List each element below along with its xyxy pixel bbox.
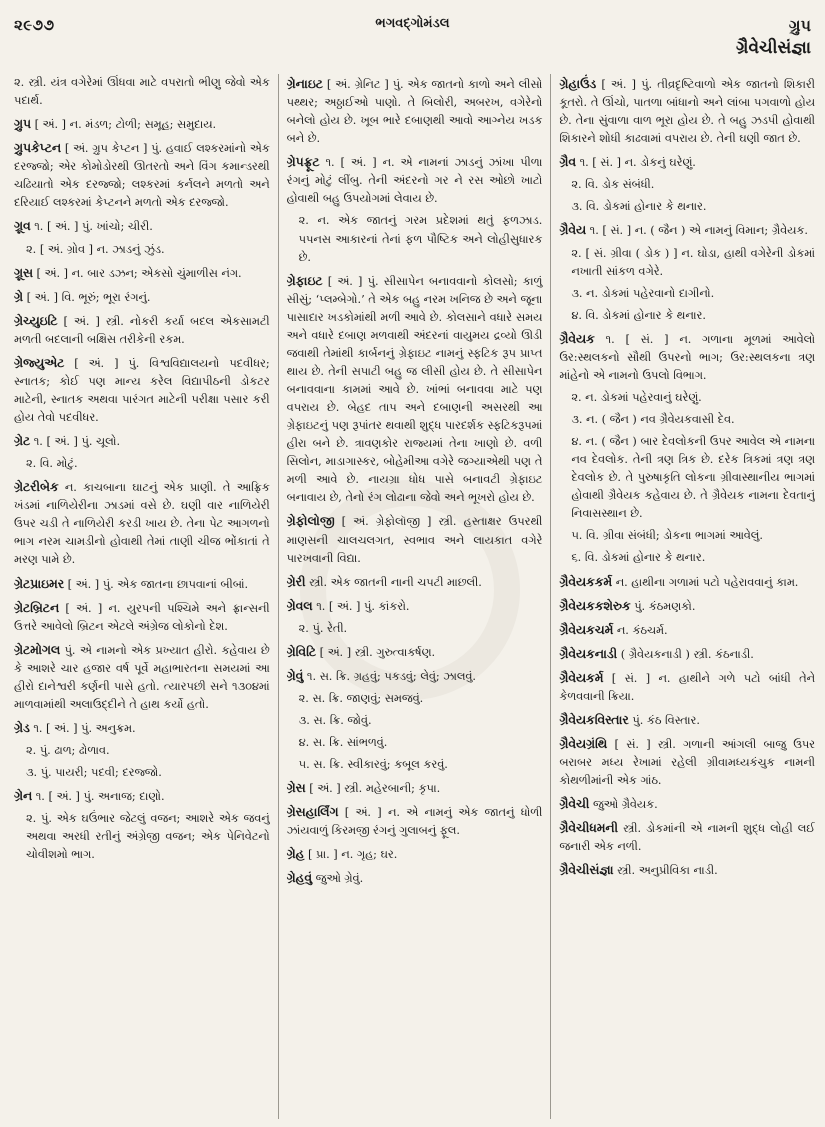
definition-text: ૨. [ અં. ગ્રોવ ] ન. ઝાડનું ઝુંડ.	[26, 242, 165, 256]
dictionary-entry	[14, 241, 270, 259]
dictionary-entry	[287, 642, 543, 662]
definition-text: [ અં. ] ન. એ નામનું એક જાતનું ધોળી ઝાંયવાળું કિરમજી રંગનું ગુલાબનું ફૂલ.	[286, 806, 543, 838]
definition-text: [ અં. ગ્રેનિટ ] પું. એક જાતનો કાળો અને લીસો પથ્થર; અઠ્ઠાઈઓ પાણો. તે બિલોરી, અબરખ, વગેરેનો બનેલો હોય છે. ખૂબ ભારે દબાણથી આવો આગ્નેય ખડક બને છે.	[286, 78, 543, 146]
definition-text: સ્ત્રી. એક જાતની નાની ચપટી માછલી.	[309, 575, 482, 589]
definition-text: ૨. વિ. ડોક સંબંધી.	[571, 178, 655, 192]
definition-text: ૧. [ અં. ] પું. અનુક્રમ.	[33, 721, 136, 735]
dictionary-entry	[559, 644, 815, 664]
dictionary-entry	[14, 311, 270, 349]
definition-text: [ અં. ] સ્ત્રી. ગુરુત્વાકર્ષણ.	[319, 645, 436, 659]
dictionary-columns	[14, 74, 815, 1119]
headword: ગ્રેવું	[286, 667, 304, 683]
definition-text: ૩. ન. ( જૈન ) નવ ગ્રૈવેયકવાસી દેવ.	[571, 413, 735, 426]
definition-text: ન. હાથીના ગળામાં પટો પહેરાવવાનું કામ.	[615, 575, 799, 589]
dictionary-entry	[14, 455, 270, 473]
definition-text: ૨. પું. રેતી.	[298, 621, 348, 635]
definition-text: પું. કંઠ વિસ્તાર.	[632, 713, 700, 727]
definition-text: [ સં. ] ન. હાથીને ગળે પટો બાંધી તેને કેળવવાની ક્રિયા.	[559, 671, 816, 703]
dictionary-entry	[14, 114, 270, 134]
dictionary-entry	[287, 756, 543, 774]
definition-text: જુઓ ગ્રૈવેયક.	[592, 798, 658, 812]
dictionary-entry	[287, 802, 543, 840]
definition-text: ૧. [ સં. ] ન. ગળાના મૂળમાં આવેલો ઉર:સ્થલકનો સૌથી ઉપરનો ભાગ; ઉર:સ્થલકના ત્રણ માંહેનો એ નામનો ઉપલો વિભાગ.	[559, 332, 816, 382]
headword: ગ્રુપકેપ્ટન	[14, 140, 62, 156]
dictionary-entry	[559, 620, 815, 640]
definition-text: પું. એ નામનો એક પ્રખ્યાત હીરો. કહેવાય છે કે આશરે ચાર હજાર વર્ષ પૂર્વે મહાભારતના સમયમાં આ હીરો દાનેશ્વરી કર્ણની પાસે હતો. ત્યારપછી સને ૧૩૦૪માં માળવામાંથી અલાઉદ્દીને તે હાથ કર્યો હતો.	[14, 643, 270, 711]
headword: ગ્રેવિટિ	[286, 643, 317, 659]
dictionary-entry	[559, 198, 815, 216]
dictionary-entry	[287, 712, 543, 730]
dictionary-entry	[14, 810, 270, 864]
dictionary-entry	[559, 411, 815, 429]
definition-text: [ અં. ] પું. વિશ્વવિદ્યાલયનો પદવીધર; સ્નાતક; કોઈ પણ માન્ય કરેલ વિદ્યાપીઠની ડોકટર માટેની, સ્નાતક અથવા પારંગત માટેની પરીક્ષા પસાર કરી હોય તેવો પદવીધર.	[14, 356, 270, 424]
definition-text: [ અં. ] વિ. ભૂરું; ભૂરા રંગનું.	[26, 290, 151, 304]
dictionary-entry	[287, 868, 543, 888]
headword: ગ્રૈવેયકકશેરુક	[559, 597, 631, 613]
dictionary-entry	[559, 860, 815, 880]
definition-text: ૧. [ અં. ] પું. કાંકરો.	[316, 599, 410, 613]
headword: ગ્રેટમોગલ	[14, 641, 61, 657]
definition-text: ૨. પું. એક ઘઉંભાર જેટલું વજન; આશરે એક જવનું અથવા અરધી રતીનું અંગ્રેજી વજન; એક પેનિવેટનો ચોવીશમો ભાગ.	[26, 812, 270, 862]
headword: ગ્રેરી	[286, 573, 306, 589]
headword: ગ્રૈવેયકચર્મ	[559, 621, 614, 637]
dictionary-entry	[559, 527, 815, 545]
definition-text: [ અં. ગ્રેફોલૉજી ] સ્ત્રી. હસ્તાક્ષર ઉપરથી માણસની ચાલચલગત, સ્વભાવ અને લાયકાત વગેરે પારખવાની વિદ્યા.	[286, 515, 543, 565]
dictionary-entry	[287, 596, 543, 616]
column-2	[278, 74, 551, 1119]
dictionary-entry	[14, 431, 270, 451]
dictionary-entry	[559, 794, 815, 814]
dictionary-entry	[559, 549, 815, 567]
dictionary-entry	[14, 598, 270, 636]
dictionary-entry	[287, 734, 543, 752]
dictionary-entry	[287, 690, 543, 708]
definition-text: ૫. વિ. ગ્રીવા સંબંધી; ડોકના ભાગમાં આવેલું.	[571, 529, 763, 543]
dictionary-entry	[287, 152, 543, 208]
dictionary-entry	[287, 778, 543, 798]
dictionary-entry	[14, 786, 270, 806]
page-number: ૨૯૭૭	[14, 16, 55, 34]
dictionary-entry	[559, 329, 815, 385]
headword: ગ્રૈવેયકવિસ્તાર	[559, 711, 629, 727]
dictionary-entry	[559, 710, 815, 730]
headword: ગ્રેસહાર્લિંગ	[286, 804, 339, 820]
definition-text: [ અં. ] પું. તીવ્રદૃષ્ટિવાળો એક જાતનો શિકારી કૂતરો. તે ઊંચો, પાતળા બાંધાનો અને લાંબા પગવાળો હોય છે. તેના સુંવાળા વાળ ભૂરા હોય છે. તે બહુ ઝડપી હોવાથી શિકારને શોધી કાઢવામાં વપરાય છે. તેની ઘણી જાત છે.	[559, 78, 816, 146]
dictionary-entry	[14, 263, 270, 283]
dictionary-entry	[14, 640, 270, 714]
definition-text: ૨. [ સં. ગ્રીવા ( ડોક ) ] ન. ઘોડા, હાથી વગેરેની ડોકમાં નખાતી સાંકળ વગેરે.	[571, 246, 816, 278]
headword: ગ્રેસ	[286, 780, 306, 796]
definition-text: ન. કંઠચર્મ.	[616, 623, 668, 637]
headword: ગ્રેટ	[14, 433, 31, 449]
headword: ગ્રેવલ	[286, 597, 313, 613]
page-header	[14, 16, 811, 62]
dictionary-entry	[287, 620, 543, 638]
dictionary-entry	[559, 152, 815, 172]
dictionary-entry	[559, 572, 815, 592]
definition-text: ૧. [ અં. ] પું. અનાજ; દાણો.	[35, 790, 165, 804]
headword: ગ્રૈવેય	[559, 222, 587, 238]
definition-text: [ અં. ] પું. એક જાતના છાપવાનાં બીબાં.	[67, 577, 249, 591]
headword: ગ્રૂસ	[14, 264, 33, 280]
dictionary-entry	[559, 74, 815, 148]
headword: ગ્રૈવેયક	[559, 330, 595, 346]
dictionary-entry	[559, 389, 815, 407]
headword: ગ્રૈવેચીધમની	[559, 820, 619, 836]
headword: ગ્રૈવેયગ્રંથિ	[559, 735, 608, 751]
definition-text: ૧. સ. ક્રિ. ગ્રહવું; પકડવું; લેવું; ઝાલવું.	[306, 669, 477, 683]
definition-text: ૨. પું. ઢાળ; ઢોળાવ.	[26, 744, 110, 757]
definition-text: ન. કાચબાના ઘાટનું એક પ્રાણી. તે આફ્રિક ખંડમાં નાળિયેરીના ઝાડમાં વસે છે. ઘણી વાર નાળિયેરી ઉપર ચડી તે નાળિયેરી કરડી ખાય છે. તેના પેટ આગળનો ભાગ નરમ ચામડીનો હોવાથી તેમાં તાણી ચીજ ભોંકાતાં તે મરણ પામે છે.	[14, 481, 270, 567]
headword: ગ્રેટરીબેક	[14, 479, 59, 495]
last-guide-word: ગ્રૈવેચીસંજ્ઞા	[736, 38, 811, 58]
definition-text: [ અં. ] ન. યુરપની પશ્ચિમે અને ફ્રાન્સની ઉત્તરે આવેલો બ્રિટન એટલે અંગ્રેજ લોકોનો દેશ.	[14, 601, 270, 633]
dictionary-entry	[14, 216, 270, 236]
headword: ગ્રેડ	[14, 719, 30, 735]
definition-text: ૩. ન. ડોકમાં પહેરવાનો દાગીનો.	[571, 286, 715, 300]
definition-text: સ્ત્રી. અનુપ્રીવિકા નાડી.	[617, 864, 718, 878]
dictionary-entry	[14, 287, 270, 307]
headword: ગ્રેફાઇટ	[286, 272, 323, 288]
headword: ગ્રૈવેયકકર્મ	[559, 573, 613, 589]
headword: ગ્રૈવ	[559, 154, 576, 170]
definition-text: ૨. ન. એક જાતનું ગરમ પ્રદેશમાં થતું ફળઝાડ. પપનસ આકારનાં તેનાં ફળ પૌષ્ટિક અને લોહીસુધારક છે.	[298, 214, 543, 264]
headword: ગ્રેજ્યુએટ	[14, 354, 65, 370]
headword: ગ્રૈવેયકનાડી	[559, 645, 618, 661]
dictionary-entry	[14, 477, 270, 569]
definition-text: [ સં. ] સ્ત્રી. ગળાની આંગલી બાજુ ઉપર બરાબર મધ્ય રેખામાં રહેલી ગ્રીવામધ્યકંચુક નામની કોથળીમાંની એક ગાંઠ.	[559, 737, 816, 788]
column-3	[550, 74, 815, 1119]
definition-text: ૩. વિ. ડોકમાં હોનાર કે થનાર.	[571, 200, 707, 214]
definition-text: જુઓ ગ્રેવું.	[315, 872, 364, 886]
definition-text: ૬. વિ. ડોકમાં હોનાર કે થનાર.	[571, 551, 706, 565]
dictionary-entry	[14, 718, 270, 738]
headword: ગ્રેટપ્રાઇમર	[14, 575, 65, 591]
definition-text: [ અં. ] સ્ત્રી. મહેરબાની; કૃપા.	[309, 782, 441, 796]
dictionary-entry	[559, 433, 815, 523]
headword: ગ્રેહવું	[286, 870, 313, 886]
headword: ગ્રેહ	[286, 846, 305, 862]
definition-text: [ અં. ગ્રુપ કેપ્ટન ] પું. હવાઈ લશ્કરમાંનો એક દરજ્જો; એર કોમોડોરથી ઊતરતો અને વિંગ કમાન્ડરથી ચઢિયાતો એક દરજ્જો; લશ્કરમાં કર્નલને મળતો અને દરિયાઈ લશ્કરમાં કેપ્ટનને મળતો એક દરજ્જો.	[14, 142, 270, 210]
dictionary-entry	[287, 212, 543, 266]
book-title: ભગવદ્ગોમંડલ	[375, 16, 450, 31]
dictionary-entry	[14, 574, 270, 594]
definition-text: [ અં. ] પું. સીસાપેન બનાવવાનો કોલસો; કાળું સીસું; ‘પ્લમ્બેગો.’ તે એક બહુ નરમ ખનિજ છે અને જૂના પાસાદાર ખડકોમાંથી મળી આવે છે. કોલસાને વધારે સમય અને વધારે દબાણ મળવાથી અંદરનાં વાયુમય દ્રવ્યો ઊડી જવાથી તેમાંથી કાર્બનનું ગ્રેફાઇટ નામનું સ્ફટિક રૂપ પ્રાપ્ત થાય છે. તેની સપાટી બહુ જ લીસી હોય છે. તે સીસાપેન બનાવવાના કામમાં આવે છે. ખાંભાં બનાવવા માટે પણ વપરાય છે. બેહદ તાપ અને દબાણની અસરથી આ ગ્રેફાઇટનું પણ રૂપાંતર થવાથી શુદ્ધ પારદર્શક સ્ફટિકરૂપમાં હીરા બને છે. ત્રાવણકોર રાજ્યમાં તેના ખાણો છે. વળી સિલોન, માડાગાસ્કર, બોહેમીઆ વગેરે જગ્યાએથી પણ તે મળી આવે છે. નાયગ્રા ધોધ પાસે બનાવટી ગ્રેફાઇટ બનાવાય છે, તેનો રંગ લોઢાના જેવો અને ભૂખરો હોય છે.	[286, 274, 543, 505]
headword: ગ્રૂવ	[14, 218, 31, 234]
headword: ગ્રેનાઇટ	[286, 76, 323, 91]
first-guide-word: ગ્રુપ	[788, 16, 811, 35]
definition-text: ૫. સ. ક્રિ. સ્વીકારવું; કબૂલ કરવું.	[298, 758, 448, 772]
headword: ગ્રૈવેયકર્મ	[559, 669, 604, 685]
dictionary-entry	[14, 742, 270, 760]
definition-text: ૧. [ અં. ] પું. ખાંચો; ચીરી.	[34, 220, 153, 234]
dictionary-entry	[559, 668, 815, 706]
definition-text: ૨. વિ. મોટું.	[26, 457, 78, 471]
definition-text: ૧. [ સં. ] ન. ( જૈન ) એ નામનું વિમાન; ગ્રૈવેયક.	[589, 224, 808, 238]
definition-text: ૧. [ અં. ] ન. એ નામનાં ઝાડનું ઝાંખા પીળા રંગનું મોટું લીંબુ. તેની અંદરનો ગર ને રસ ઓછો ખાટો હોવાથી બહુ ઉપયોગમાં લેવાય છે.	[286, 156, 543, 206]
headword: ગ્રેહાઉંડ	[559, 76, 597, 91]
headword: ગ્રેન	[14, 788, 33, 804]
dictionary-entry	[559, 176, 815, 194]
dictionary-entry	[559, 245, 815, 281]
definition-text: ૧. [ સં. ] ન. ડોકનું ઘરેણું.	[579, 156, 696, 170]
dictionary-entry	[287, 74, 543, 148]
headword: ગ્રૈવેચીસંજ્ઞા	[559, 862, 614, 878]
dictionary-entry	[14, 74, 270, 110]
dictionary-entry	[287, 271, 543, 508]
definition-text: ૪. સ. ક્રિ. સાંભળવું.	[298, 736, 388, 750]
dictionary-entry	[14, 353, 270, 427]
definition-text: ૩. પું. પાયરી; પદવી; દરજ્જો.	[26, 766, 162, 780]
definition-text: ૪. વિ. ડોકમાં હોનાર કે થનાર.	[571, 308, 706, 322]
dictionary-entry	[559, 220, 815, 240]
definition-text: ૨. ન. ડોકમાં પહેરવાનું ઘરેણું.	[571, 390, 702, 404]
definition-text: ( ગ્રૈવેયકનાડી ) સ્ત્રી. કંઠનાડી.	[620, 647, 754, 661]
headword: ગ્રુપ	[14, 116, 31, 132]
headword: ગ્રેપફ્રૂટ	[286, 154, 320, 170]
definition-text: ૪. ન. ( જૈન ) બાર દેવલોકની ઉપર આવેલ એ નામના નવ દેવલોક. તેની ત્રણ ત્રિક છે. દરેક ત્રિકમાં ત્રણ ત્રણ દેવલોક છે. તે પુરુષાકૃતિ લોકના ગ્રીવાસ્થાનીય ભાગમાં હોવાથી ગ્રૈવેયક કહેવાય છે. તે ગ્રૈવેયક નામના દેવતાનું નિવાસસ્થાન છે.	[571, 435, 816, 521]
headword: ગ્રે	[14, 288, 23, 304]
definition-text: ૧. [ અં. ] પું. ચૂલો.	[33, 435, 121, 449]
column-1	[14, 74, 278, 1119]
dictionary-entry	[559, 596, 815, 616]
headword: ગ્રૈવેચી	[559, 796, 590, 812]
definition-text: સ્ત્રી. ડોકમાંની એ નામની શુદ્ધ લોહી લઈ જનારી એક નળી.	[559, 822, 816, 854]
definition-text: [ અં. ] ન. બાર ડઝન; એકસો ચુંમાળીસ નંગ.	[36, 266, 242, 280]
dictionary-entry	[14, 764, 270, 782]
definition-text: [ અં. ] સ્ત્રી. નોકરી કર્યા બદલ એકસામટી મળતી બદલાની બક્ષિસ તરીકેની રકમ.	[14, 314, 270, 346]
definition-text: [ અં. ] ન. મંડળ; ટોળી; સમૂહ; સમુદાય.	[34, 118, 217, 132]
dictionary-entry	[559, 285, 815, 303]
definition-text: પું. કંઠમણકો.	[634, 599, 696, 613]
dictionary-entry	[559, 734, 815, 790]
definition-text: [ પ્રા. ] ન. ગૃહ; ઘર.	[308, 848, 398, 862]
headword: ગ્રેટબ્રિટન	[14, 599, 60, 615]
headword: ગ્રેફોલોજી	[286, 513, 335, 529]
definition-text: ૨. સ. ક્રિ. જાણવું; સમજવું.	[298, 691, 424, 705]
dictionary-entry	[287, 666, 543, 686]
definition-text: ૩. સ. ક્રિ. જોવું.	[298, 714, 372, 727]
definition-text: ૨. સ્ત્રી. યંત્ર વગેરેમાં ઊંધવા માટે વપરાતો ભીણુ જેવો એક પદાર્થ.	[14, 76, 270, 108]
dictionary-entry	[287, 511, 543, 567]
dictionary-entry	[559, 307, 815, 325]
dictionary-entry	[559, 818, 815, 856]
headword: ગ્રેચ્યુઇટિ	[14, 312, 58, 328]
dictionary-entry	[287, 572, 543, 592]
dictionary-entry	[287, 844, 543, 864]
dictionary-entry	[14, 138, 270, 212]
